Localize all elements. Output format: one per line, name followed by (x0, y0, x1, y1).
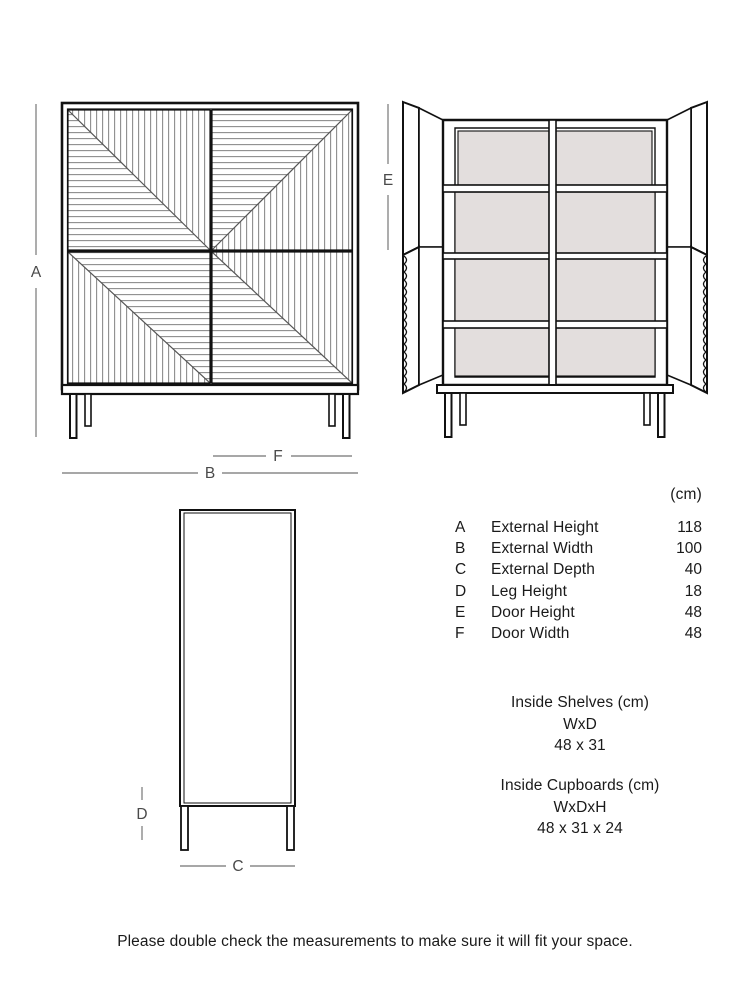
front-view-legs (70, 394, 350, 438)
spec-unit-header: (cm) (670, 486, 702, 503)
open-view-base-rail (437, 385, 673, 393)
spec-label: Door Width (491, 624, 570, 642)
spec-row (455, 625, 705, 646)
spec-key: A (455, 519, 466, 536)
dimension-marker-b (62, 465, 358, 482)
dimension-marker-e (383, 104, 393, 250)
dimension-label-f: F (273, 448, 283, 465)
dimension-marker-f (213, 448, 352, 465)
dimension-label-e: E (382, 172, 394, 189)
door-panel-bottom-right (212, 252, 352, 383)
spec-row (455, 561, 705, 582)
dimension-marker-a (31, 104, 42, 437)
spec-row (455, 604, 705, 625)
inside-cupboards-value: 48 x 31 x 24 (537, 820, 623, 837)
spec-value: 118 (677, 519, 702, 536)
front-view-base-rail (62, 385, 358, 394)
spec-key: B (455, 540, 466, 558)
spec-row (455, 583, 705, 604)
spec-value: 48 (684, 603, 702, 621)
spec-label: Door Height (491, 603, 575, 621)
spec-value: 18 (684, 582, 702, 600)
door-panel-bottom-left (68, 252, 210, 383)
spec-key: F (455, 624, 465, 642)
compartment (455, 328, 549, 376)
side-view-drawing (136, 510, 295, 875)
spec-label: External Depth (491, 561, 595, 579)
spec-key: E (455, 603, 466, 621)
spec-row (455, 540, 705, 561)
spec-label: External Height (491, 519, 599, 536)
compartment (455, 192, 549, 254)
open-door-upper-left (403, 102, 443, 255)
front-view-drawing (31, 103, 358, 482)
measurement-disclaimer: Please double check the measurements to make sure it will fit your space. (117, 933, 633, 950)
spec-value: 100 (676, 540, 702, 558)
side-view-legs (181, 806, 294, 850)
inside-cupboards-axes: WxDxH (553, 798, 607, 816)
door-panel-top-right (212, 110, 352, 250)
side-view-inner-edge (184, 513, 291, 803)
door-panel-top-left (68, 110, 210, 250)
inside-cupboards-block (455, 775, 705, 840)
spec-key: C (455, 561, 467, 579)
compartment (556, 131, 652, 185)
open-door-lower-left (403, 247, 443, 393)
dimension-label-d: D (136, 806, 148, 823)
inside-shelves-title: Inside Shelves (cm) (510, 694, 649, 711)
dimension-marker-c (180, 858, 295, 875)
dimension-marker-d (136, 787, 147, 840)
inside-shelves-value: 48 x 31 (554, 737, 606, 754)
open-view-legs (445, 393, 665, 437)
open-view-drawing (383, 102, 707, 437)
spec-key: D (455, 582, 467, 600)
spec-value: 40 (684, 561, 702, 579)
inside-shelves-axes: WxD (563, 715, 597, 733)
dimension-label-b: B (204, 465, 216, 482)
spec-row (455, 519, 705, 540)
inside-cupboards-title: Inside Cupboards (cm) (500, 777, 660, 794)
compartment (556, 258, 655, 322)
compartment (556, 192, 655, 254)
open-door-upper-right (667, 102, 707, 255)
spec-label: External Width (491, 540, 594, 558)
compartment (455, 258, 549, 322)
open-view-center-divider (549, 120, 556, 385)
compartment (458, 131, 549, 185)
dimension-spec-table (455, 486, 705, 646)
inside-shelves-block (455, 692, 705, 757)
dimension-label-a: A (30, 264, 42, 281)
spec-label: Leg Height (491, 582, 567, 600)
open-door-lower-right (667, 247, 707, 393)
spec-value: 48 (684, 624, 702, 642)
compartment (556, 328, 655, 376)
dimension-label-c: C (232, 858, 244, 875)
